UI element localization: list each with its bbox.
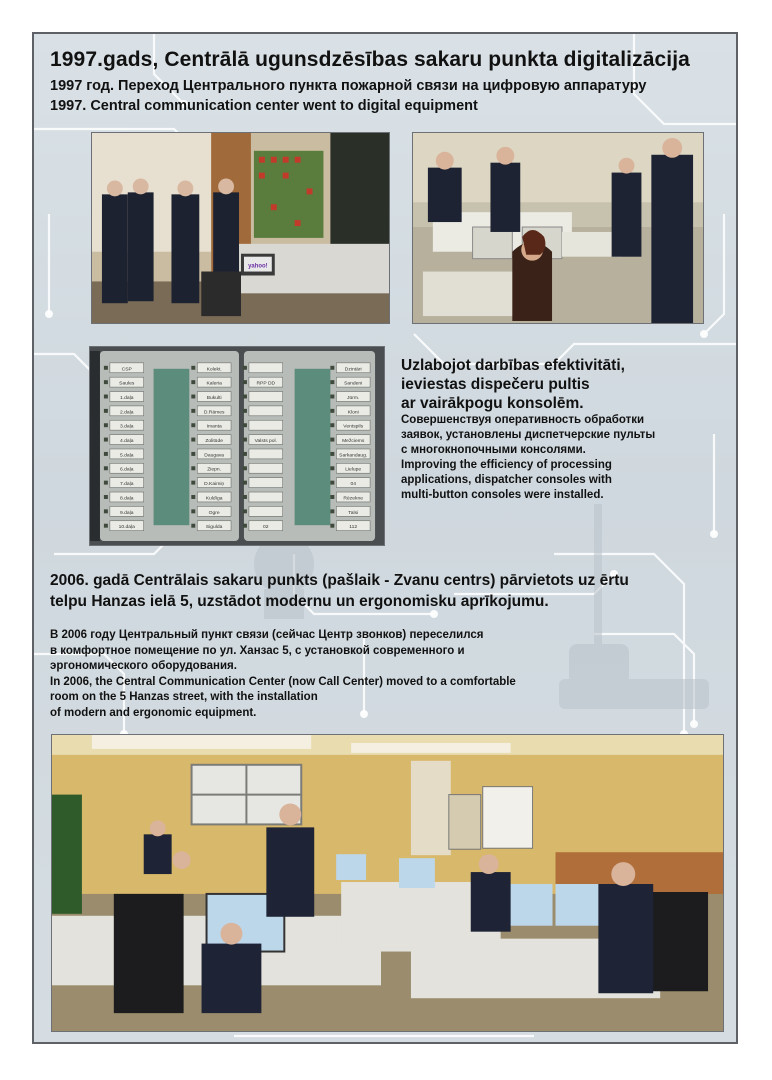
console-key-led <box>243 438 247 442</box>
console-key-label: Kuldīga <box>205 496 223 502</box>
console-key-label: Saules <box>119 381 135 387</box>
console-key-led <box>330 409 334 413</box>
s2006-en-line: In 2006, the Central Communication Center (now Call Center) moved to a comfortable <box>50 675 516 688</box>
console-key-led <box>243 409 247 413</box>
console-key-led <box>243 509 247 513</box>
console-key-led <box>243 366 247 370</box>
console-key-label: Jūrm. <box>347 395 360 401</box>
console-key <box>249 420 283 430</box>
console-key <box>249 463 283 473</box>
console-key-label: Bukulti <box>206 395 222 401</box>
console-key-label: 112 <box>349 525 358 531</box>
console-key-label: Kolekt. <box>206 367 222 373</box>
console-key-label: Imanta <box>206 424 222 430</box>
console-key-label: RPP DD <box>256 381 276 387</box>
title-english: 1997. Central communication center went to digital equipment <box>50 98 478 114</box>
console-key-label: 04 <box>350 482 356 488</box>
console-key-label: 2.daļa <box>120 410 134 416</box>
console-key-led <box>330 380 334 384</box>
console-key-led <box>243 380 247 384</box>
console-key-led <box>104 380 108 384</box>
console-key-label: 7.daļa <box>120 482 134 488</box>
title-latvian: 1997.gads, Centrālā ugunsdzēsības sakaru punkta digitalizācija <box>50 48 690 71</box>
s2006-ru-line: в комфортное помещение по ул. Ханзас 5, с установкой современного и <box>50 644 465 657</box>
console-key-led <box>330 495 334 499</box>
console-key-led <box>191 481 195 485</box>
console-key-led <box>330 438 334 442</box>
console-en-line: Improving the efficiency of processing <box>401 459 612 471</box>
s2006-ru-line: В 2006 году Центральный пункт связи (сейчас Центр звонков) переселился <box>50 629 484 641</box>
console-key-label: 3.daļa <box>120 424 134 430</box>
console-en-line: multi-button consoles were installed. <box>401 489 604 501</box>
console-key-led <box>191 524 195 528</box>
console-key-led <box>104 452 108 456</box>
console-key-label: Lielupe <box>345 467 362 473</box>
console-key-label: Ziepn. <box>207 467 222 473</box>
console-key-label: 5.daļa <box>120 453 134 459</box>
console-key-label: 10.daļa <box>118 525 135 531</box>
console-text-latvian <box>401 356 731 413</box>
console-key-label: Valsts pol. <box>254 439 278 445</box>
photo-modern-call-center <box>51 734 724 1032</box>
s2006-lv-line: 2006. gadā Centrālais sakaru punkts (pašlaik - Zvanu centrs) pārvietots uz ērtu <box>50 572 629 589</box>
console-key-led <box>191 438 195 442</box>
console-key-label: 02 <box>263 525 269 531</box>
console-key-label: 9.daļa <box>120 510 134 516</box>
console-key-led <box>243 466 247 470</box>
monitor-screen-text: yahoo! <box>248 263 268 270</box>
console-key-label: Sandeni <box>344 381 363 387</box>
photo-dispatcher-with-officers <box>412 132 704 324</box>
console-key-label: Ogre <box>208 510 220 516</box>
console-key-led <box>104 495 108 499</box>
console-key <box>249 478 283 488</box>
console-key <box>249 449 283 459</box>
console-key-label: Kaleria <box>206 381 222 387</box>
console-key-led <box>330 481 334 485</box>
console-key-led <box>104 524 108 528</box>
console-key-label: D.Rāmes <box>203 410 225 416</box>
console-key-led <box>330 524 334 528</box>
console-key <box>249 406 283 416</box>
console-ru-line: Совершенствуя оперативность обработки <box>401 414 645 426</box>
console-key-label: Ventspils <box>343 424 364 430</box>
console-lv-line: ar vairākpogu konsolēm. <box>401 395 584 412</box>
poster-board <box>32 32 738 1044</box>
console-text-english <box>401 458 731 503</box>
console-key-led <box>330 366 334 370</box>
s2006-lv-line: telpu Hanzas ielā 5, uzstādot modernu un ergonomisku aprīkojumu. <box>50 593 549 610</box>
console-key <box>249 506 283 516</box>
console-key-led <box>104 366 108 370</box>
console-key-label: 6.daļa <box>120 467 134 473</box>
console-key-led <box>243 452 247 456</box>
console-key-led <box>104 438 108 442</box>
console-key-led <box>243 481 247 485</box>
console-key-led <box>243 524 247 528</box>
console-en-line: applications, dispatcher consoles with <box>401 474 612 486</box>
console-lv-line: ieviestas dispečeru pultis <box>401 376 590 393</box>
console-key-label: Zolitūde <box>205 439 223 445</box>
console-key-led <box>330 452 334 456</box>
console-key-label: 1.daļa <box>120 395 134 401</box>
console-text-russian <box>401 413 731 458</box>
console-key <box>249 492 283 502</box>
console-key-label: Daugava <box>204 453 225 459</box>
console-ru-line: с многокнопочными консолями. <box>401 444 586 456</box>
console-key-label: Sarkandaug. <box>339 453 368 459</box>
section-2006-ru-en <box>50 628 670 721</box>
console-key-led <box>243 395 247 399</box>
section-2006-latvian <box>50 570 710 612</box>
console-key-led <box>191 380 195 384</box>
s2006-en-line: of modern and ergonomic equipment. <box>50 706 257 719</box>
console-key-label: Mežciems <box>342 439 365 445</box>
console-description <box>401 356 731 503</box>
s2006-ru-line: эргономического оборудования. <box>50 660 237 672</box>
console-key-led <box>243 423 247 427</box>
console-key-led <box>104 395 108 399</box>
console-key-led <box>104 409 108 413</box>
console-key-led <box>191 409 195 413</box>
console-key-label: Kloni <box>347 410 359 416</box>
console-key-led <box>104 466 108 470</box>
console-key-led <box>330 509 334 513</box>
s2006-en-line: room on the 5 Hanzas street, with the installation <box>50 691 318 703</box>
console-key-led <box>330 466 334 470</box>
console-key-led <box>191 495 195 499</box>
console-key-led <box>191 395 195 399</box>
console-key-led <box>191 509 195 513</box>
console-key-led <box>243 495 247 499</box>
console-key-label: Talsi <box>348 510 359 516</box>
console-key-led <box>330 395 334 399</box>
title-russian: 1997 год. Переход Центрального пункта пожарной связи на цифровую аппаратуру <box>50 78 647 94</box>
console-key-led <box>104 423 108 427</box>
console-key-label: 4.daļa <box>120 439 134 445</box>
console-key-label: 8.daļa <box>120 496 134 502</box>
photo-multi-button-console <box>89 346 385 546</box>
console-key-label: Sigulda <box>205 525 223 531</box>
console-ru-line: заявок, установлены диспетчерские пульты <box>401 429 656 441</box>
console-key-label: Dzintāri <box>344 367 362 373</box>
console-lv-line: Uzlabojot darbības efektivitāti, <box>401 357 625 374</box>
console-key-label: Rēzekne <box>343 496 363 502</box>
console-key-led <box>330 423 334 427</box>
console-key-label: D.Kaimiņ <box>204 482 225 488</box>
console-key-led <box>191 452 195 456</box>
console-key-label: CSP <box>121 367 132 373</box>
console-key <box>249 363 283 373</box>
console-key-led <box>104 509 108 513</box>
console-key-led <box>104 481 108 485</box>
console-key-led <box>191 466 195 470</box>
console-key-led <box>191 423 195 427</box>
console-key <box>249 392 283 402</box>
console-key-led <box>191 366 195 370</box>
photo-officers-at-workstation <box>91 132 390 324</box>
